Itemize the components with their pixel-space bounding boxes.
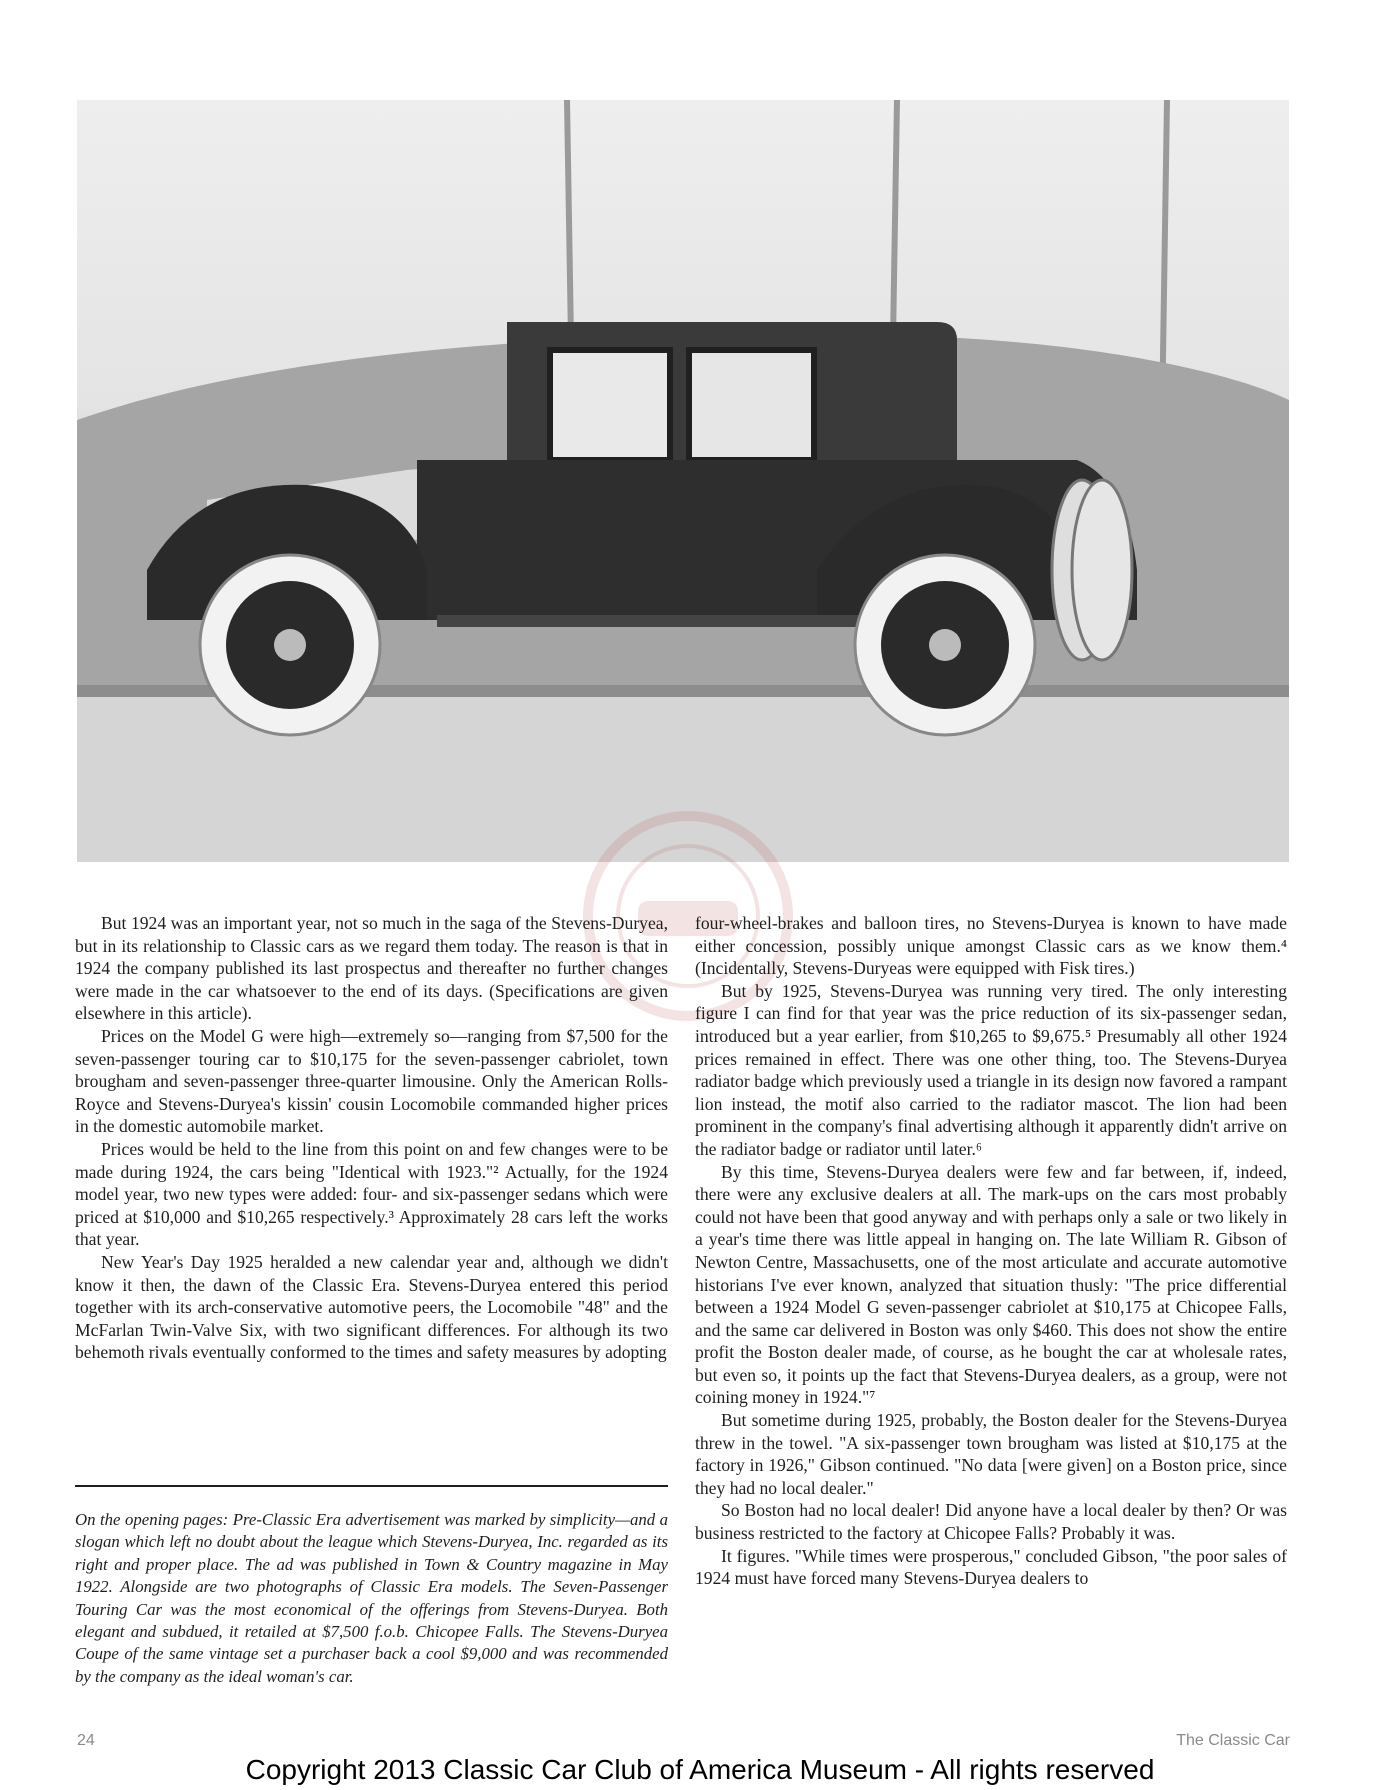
copyright-notice: Copyright 2013 Classic Car Club of America Museum - All rights reserved: [245, 1754, 1155, 1785]
article-right-column: [695, 912, 1287, 1590]
page-number: 24: [77, 1732, 95, 1749]
paragraph: New Year's Day 1925 heralded a new calendar year and, although we didn't know it then, the dawn of the Classic Era. Stevens-Duryea entered this period together with its arch-conservative automotive peers, the Locomobile "48" and the McFarlan Twin-Valve Six, with two significant differences. For although its two behemoth rivals eventually conformed to the times and safety measures by adopting: [75, 1251, 668, 1363]
paragraph: But sometime during 1925, probably, the Boston dealer for the Stevens-Duryea threw in the towel. "A six-passenger town brougham was listed at $10,175 at the factory in 1926," Gibson continued. "No data [were given] on a Boston price, since they had no local dealer.": [695, 1410, 1287, 1498]
article-left-column: [75, 912, 668, 1364]
paragraph: But by 1925, Stevens-Duryea was running very tired. The only interesting figure I can find for that year was the price reduction of its six-passenger sedan, introduced but a year earlier, from $10,265 to $9,675.⁵ Presumably all other 1924 prices remained in effect. There was one other thing, too. The Stevens-Duryea radiator badge which previously used a triangle in its design now favored a rampant lion instead, the motif also carried to the radiator mascot. The lion had been prominent in the company's final advertising although it apparently didn't arrive on the radiator badge or radiator until later.⁶: [695, 980, 1287, 1159]
paragraph: So Boston had no local dealer! Did anyone have a local dealer by then? Or was business restricted to the factory at Chicopee Falls? Probably it was.: [695, 1500, 1287, 1544]
paragraph: four-wheel-brakes and balloon tires, no Stevens-Duryea is known to have made either concession, possibly unique amongst Classic cars as we know them.⁴ (Incidentally, Stevens-Duryeas were equipped with Fisk tires.): [695, 913, 1287, 979]
paragraph: It figures. "While times were prosperous," concluded Gibson, "the poor sales of 1924 must have forced many Stevens-Duryea dealers to: [695, 1545, 1287, 1589]
car-photo-illustration: [77, 100, 1289, 862]
caption-divider: [75, 1485, 668, 1487]
car-photograph: [77, 100, 1289, 862]
photo-caption: On the opening pages: Pre-Classic Era advertisement was marked by simplicity—and a slogan which left no doubt about the league which Stevens-Duryea, Inc. regarded as its right and proper place. The ad was published in Town & Country magazine in May 1922. Alongside are two photographs of Classic Era models. The Seven-Passenger Touring Car was the most economical of the offerings from Stevens-Duryea. Both elegant and subdued, it retailed at $7,500 f.o.b. Chicopee Falls. The Stevens-Duryea Coupe of the same vintage set a purchaser back a cool $9,000 and was recommended by the company as the ideal woman's car.: [75, 1510, 668, 1686]
paragraph: But 1924 was an important year, not so much in the saga of the Stevens-Duryea, but in its relationship to Classic cars as we regard them today. The reason is that in 1924 the company published its last prospectus and thereafter no further changes were made in the car whatsoever to the end of its days. (Specifications are given elsewhere in this article).: [75, 913, 668, 1024]
publication-name: The Classic Car: [1176, 1732, 1290, 1749]
paragraph: Prices would be held to the line from this point on and few changes were to be made during 1924, the cars being "Identical with 1923."² Actually, for the 1924 model year, two new types were added: four- and six-passenger sedans which were priced at $10,000 and $10,265 respectively.³ Approximately 28 cars left the works that year.: [75, 1138, 668, 1250]
paragraph: By this time, Stevens-Duryea dealers were few and far between, if, indeed, there were any exclusive dealers at all. The mark-ups on the cars most probably could not have been that good anyway and with perhaps only a sale or two likely in a year's time there was little appeal in hanging on. The late William R. Gibson of Newton Centre, Massachusetts, one of the most articulate and accurate automotive historians I've ever known, analyzed that situation thusly: "The price differential between a 1924 Model G seven-passenger cabriolet at $10,175 at Chicopee Falls, and the same car delivered in Boston was only $460. This does not show the entire profit the Boston dealer made, of course, as he bought the car at wholesale rates, but even so, it points up the fact that Stevens-Duryea dealers, as a group, were not coining money in 1924."⁷: [695, 1161, 1287, 1408]
paragraph: Prices on the Model G were high—extremely so—ranging from $7,500 for the seven-passenger touring car to $10,175 for the seven-passenger cabriolet, town brougham and seven-passenger three-quarter limousine. Only the American Rolls-Royce and Stevens-Duryea's kissin' cousin Locomobile commanded higher prices in the domestic automobile market.: [75, 1025, 668, 1137]
